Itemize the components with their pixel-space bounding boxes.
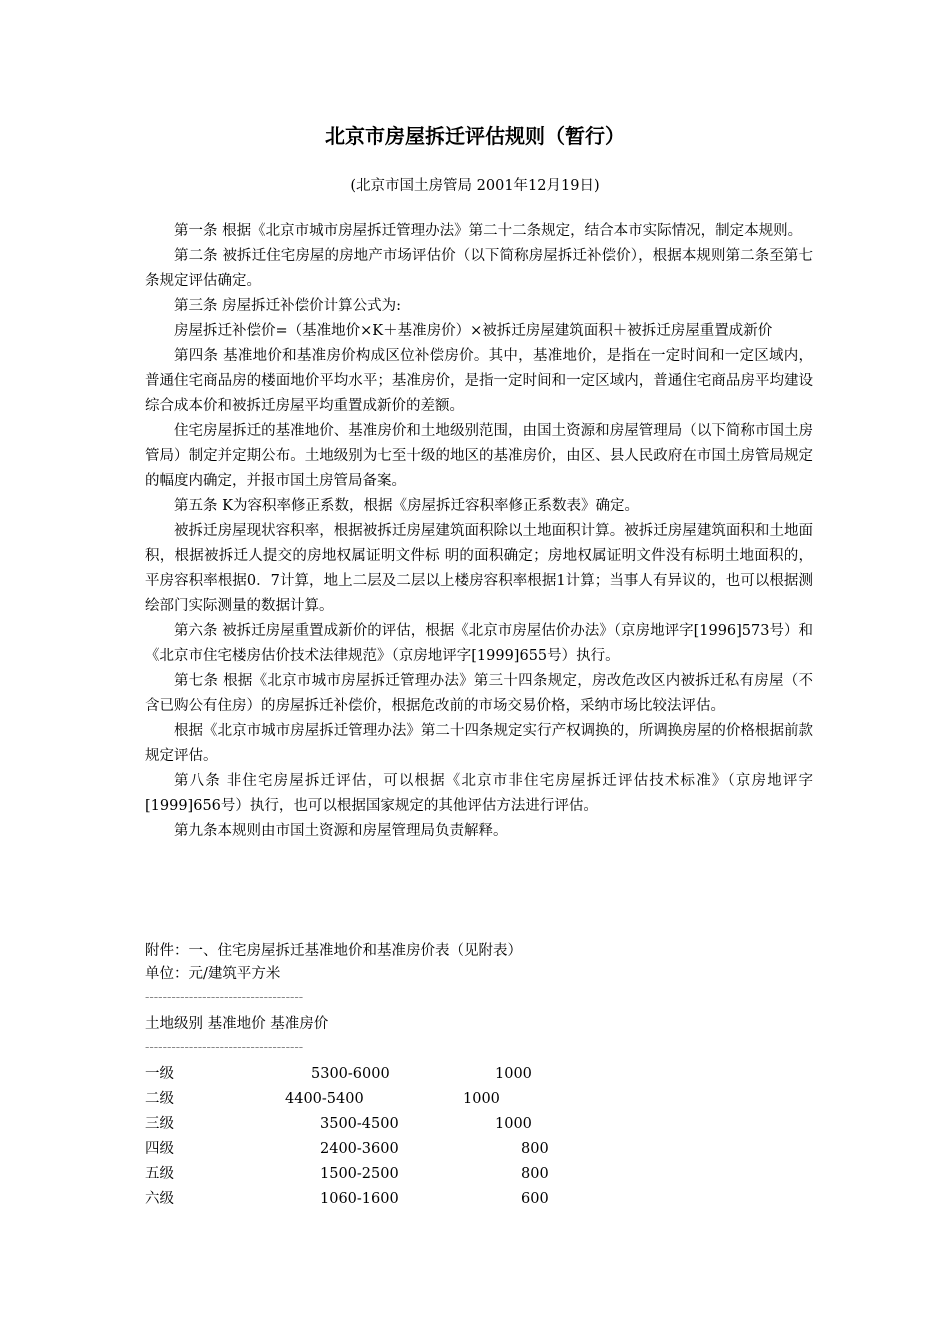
cell-house-price: 1000 xyxy=(495,1066,532,1082)
table-row xyxy=(145,1113,805,1138)
paragraph-article-4-cont: 住宅房屋拆迁的基准地价、基准房价和土地级别范围，由国土资源和房屋管理局（以下简称市国土房管局）制定并定期公布。土地级别为七至十级的地区的基准房价，由区、县人民政府在市国土房管局规定的幅度内确定，并报市国土房管局备案。 xyxy=(145,423,813,489)
document-subtitle: (北京市国土房管局 2001年12月19日) xyxy=(350,178,600,194)
cell-house-price: 800 xyxy=(521,1166,549,1182)
appendix-unit: 单位：元/建筑平方米 xyxy=(145,966,281,982)
table-rule-top: ------------------------------------ xyxy=(145,990,304,1005)
paragraph-article-5: 第五条 K为容积率修正系数，根据《房屋拆迁容积率修正系数表》确定。 xyxy=(174,498,639,514)
paragraph-article-2: 第二条 被拆迁住宅房屋的房地产市场评估价（以下简称房屋拆迁补偿价），根据本规则第二条至第七条规定评估确定。 xyxy=(145,248,813,289)
cell-house-price: 1000 xyxy=(495,1116,532,1132)
table-rule-bottom: ------------------------------------ xyxy=(145,1040,304,1055)
appendix xyxy=(145,940,805,1213)
table-row xyxy=(145,1088,805,1113)
cell-level: 三级 xyxy=(145,1116,174,1132)
cell-house-price: 800 xyxy=(521,1141,549,1157)
paragraph-article-4: 第四条 基准地价和基准房价构成区位补偿房价。其中，基准地价，是指在一定时间和一定区域内，普通住宅商品房的楼面地价平均水平；基准房价，是指一定时间和一定区域内，普通住宅商品房平均建设综合成本价和被拆迁房屋平均重置成新价的差额。 xyxy=(145,348,813,414)
cell-land-price: 1060-1600 xyxy=(320,1191,399,1207)
cell-level: 五级 xyxy=(145,1166,174,1182)
paragraph-article-1: 第一条 根据《北京市城市房屋拆迁管理办法》第二十二条规定，结合本市实际情况，制定本规则。 xyxy=(174,223,803,239)
document-title: 北京市房屋拆迁评估规则（暂行） xyxy=(325,124,625,148)
cell-land-price: 5300-6000 xyxy=(311,1066,390,1082)
cell-house-price: 1000 xyxy=(463,1091,500,1107)
paragraph-article-8: 第八条 非住宅房屋拆迁评估，可以根据《北京市非住宅房屋拆迁评估技术标准》（京房地评字[1999]656号）执行，也可以根据国家规定的其他评估方法进行评估。 xyxy=(145,773,813,814)
paragraph-article-5-cont: 被拆迁房屋现状容积率，根据被拆迁房屋建筑面积除以土地面积计算。被拆迁房屋建筑面积和土地面积，根据被拆迁人提交的房地权属证明文件标 明的面积确定；房地权属证明文件没有标明土地面积的，平房容积率根据0．7计算，地上二层及二层以上楼房容积率根据1计算；当事人有异议的，也可以根据测绘部门实际测量的数据计算。 xyxy=(145,523,813,614)
cell-level: 一级 xyxy=(145,1066,174,1082)
cell-land-price: 1500-2500 xyxy=(320,1166,399,1182)
cell-level: 二级 xyxy=(145,1091,174,1107)
table-row xyxy=(145,1138,805,1163)
cell-land-price: 4400-5400 xyxy=(285,1091,364,1107)
appendix-heading: 附件：一、住宅房屋拆迁基准地价和基准房价表（见附表） xyxy=(145,943,522,959)
cell-land-price: 2400-3600 xyxy=(320,1141,399,1157)
paragraph-formula: 房屋拆迁补偿价=（基准地价×K＋基准房价）×被拆迁房屋建筑面积＋被拆迁房屋重置成新价 xyxy=(174,323,773,339)
paragraph-article-7-cont: 根据《北京市城市房屋拆迁管理办法》第二十四条规定实行产权调换的，所调换房屋的价格根据前款规定评估。 xyxy=(145,723,813,764)
paragraph-article-6: 第六条 被拆迁房屋重置成新价的评估，根据《北京市房屋估价办法》（京房地评字[1996]573号）和《北京市住宅楼房估价技术法律规范》（京房地评字[1999]655号）执行。 xyxy=(145,623,813,664)
paragraph-article-7: 第七条 根据《北京市城市房屋拆迁管理办法》第三十四条规定，房改危改区内被拆迁私有房屋（不含已购公有住房）的房屋拆迁补偿价，根据危改前的市场交易价格，采纳市场比较法评估。 xyxy=(145,673,813,714)
table-row xyxy=(145,1163,805,1188)
cell-land-price: 3500-4500 xyxy=(320,1116,399,1132)
table-row xyxy=(145,1063,805,1088)
paragraph-article-3: 第三条 房屋拆迁补偿价计算公式为: xyxy=(174,298,401,314)
cell-level: 六级 xyxy=(145,1191,174,1207)
paragraph-article-9: 第九条本规则由市国土资源和房屋管理局负责解释。 xyxy=(174,823,508,839)
table-row xyxy=(145,1188,805,1213)
cell-level: 四级 xyxy=(145,1141,174,1157)
document-body xyxy=(145,219,813,844)
table-header: 土地级别 基准地价 基准房价 xyxy=(145,1016,329,1032)
cell-house-price: 600 xyxy=(521,1191,549,1207)
